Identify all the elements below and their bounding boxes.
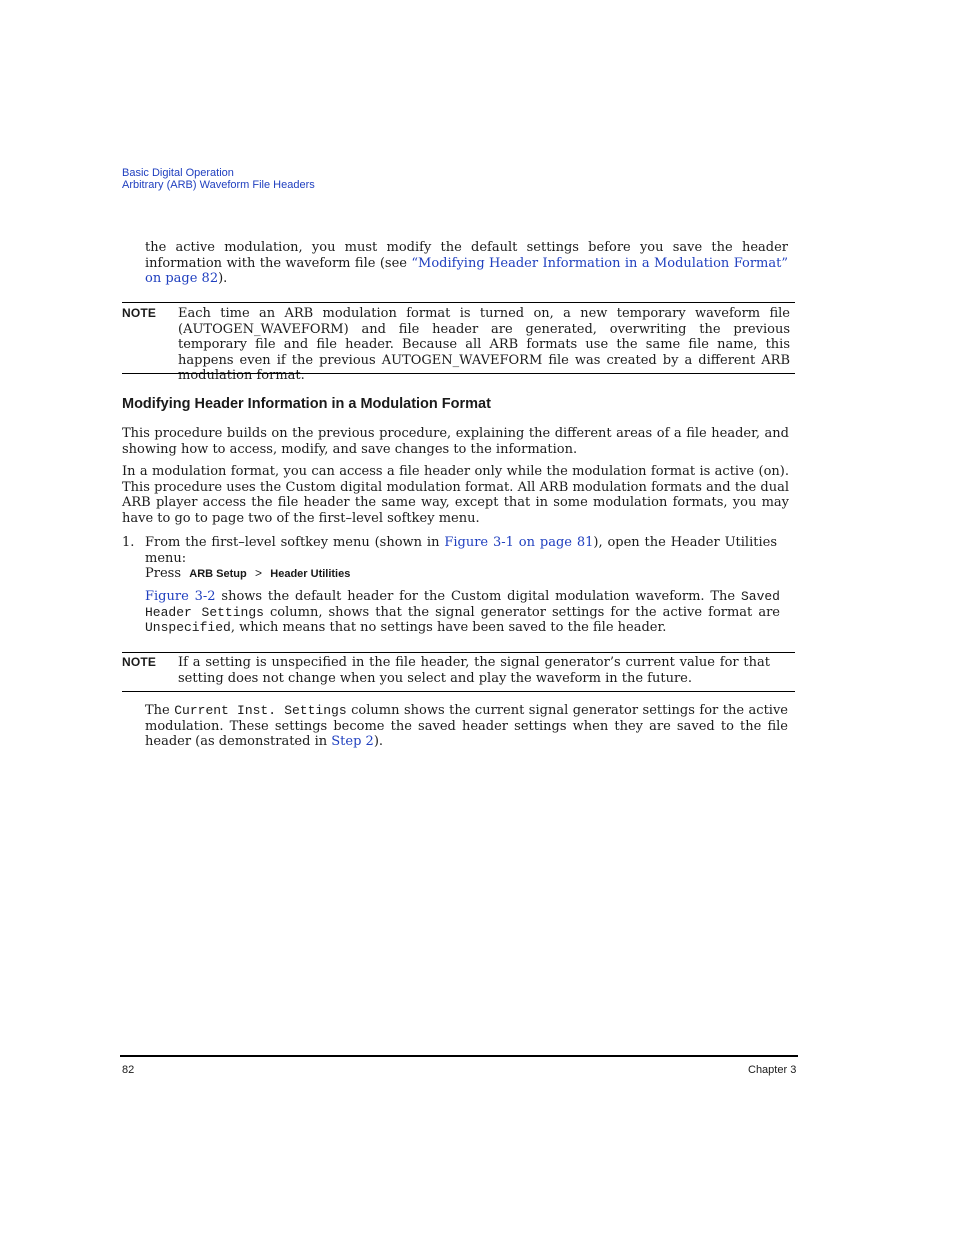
breadcrumb-section: Arbitrary (ARB) Waveform File Headers	[122, 179, 315, 191]
note-1-top-rule	[122, 302, 795, 303]
note-1-bottom-rule	[122, 373, 795, 374]
intro-text-end: ).	[218, 271, 228, 286]
note-2-top-rule	[122, 652, 795, 653]
press-label: Press	[145, 566, 181, 581]
running-header	[122, 167, 315, 191]
arb-setup-softkey: ARB Setup	[189, 568, 247, 580]
note-2-bottom-rule	[122, 691, 795, 692]
header-utilities-softkey: Header Utilities	[270, 568, 351, 580]
closing-text-3: ).	[373, 734, 384, 749]
footer-rule	[120, 1055, 798, 1057]
step-1-number: 1.	[122, 535, 135, 550]
note-1-label: NOTE	[122, 306, 157, 320]
key-separator: >	[254, 566, 262, 580]
fig-text-2: column, shows that the signal generator settings for the active format are	[263, 604, 780, 620]
fig-text-3: , which means that no settings have been saved to the file header.	[230, 620, 667, 635]
closing-text-2: column shows the current signal generator settings for the active modulation. These settings become the saved header settings when they are saved to the file header (as demonstrated in	[145, 703, 788, 749]
section-paragraph-1: This procedure builds on the previous procedure, explaining the different areas of a file header, and showing how to access, modify, and save changes to the information.	[122, 426, 789, 457]
note-2-label: NOTE	[122, 655, 157, 669]
section-heading: Modifying Header Information in a Modulation Format	[122, 396, 491, 412]
note-1-text: Each time an ARB modulation format is turned on, a new temporary waveform file (AUTOGEN_WAVEFORM) and file header are generated, overwriting the previous temporary file and file header. Because all ARB formats use the same file name, this happens even if the previous AUTOGEN_WAVEFORM file was created by a different ARB modulation format.	[178, 306, 790, 383]
step-1-text-start: From the first–level softkey menu (shown in	[145, 535, 445, 550]
note-2-text: If a setting is unspecified in the file header, the signal generator’s current value for that setting does not change when you select and play the waveform in the future.	[178, 655, 770, 686]
fig-text-1: shows the default header for the Custom digital modulation waveform. The	[215, 589, 741, 604]
current-inst-settings-code: Current Inst. Settings	[174, 703, 347, 718]
intro-paragraph	[145, 240, 788, 287]
intro-text: the active modulation, you must modify the default settings before you save the header information with the waveform file (see	[145, 240, 788, 271]
saved-header-settings-code: Saved Header Settings	[145, 589, 780, 620]
closing-text-1: The	[145, 703, 175, 718]
figure-3-1-link[interactable]: Figure 3-1 on page 81	[444, 535, 594, 550]
closing-paragraph	[145, 703, 788, 750]
step-1-text	[145, 535, 777, 566]
figure-3-2-link[interactable]: Figure 3-2	[145, 589, 216, 604]
section-paragraph-2: In a modulation format, you can access a file header only while the modulation format is active (on). This procedure uses the Custom digital modulation format. All ARB modulation formats and the dual ARB player access the file header the same way, except that in some modulation formats, you may have to go to page two of the first–level softkey menu.	[122, 464, 789, 526]
page-number: 82	[122, 1064, 135, 1076]
press-instruction	[145, 566, 350, 583]
figure-3-2-paragraph	[145, 589, 780, 636]
unspecified-code: Unspecified	[145, 620, 231, 635]
chapter-label: Chapter 3	[748, 1064, 797, 1076]
breadcrumb-chapter: Basic Digital Operation	[122, 167, 234, 179]
step-2-link[interactable]: Step 2	[331, 734, 374, 749]
step-1-text-end: ), open the Header Utilities menu:	[145, 535, 777, 566]
modifying-header-link[interactable]: “Modifying Header Information in a Modulation Format” on page 82	[145, 255, 788, 286]
